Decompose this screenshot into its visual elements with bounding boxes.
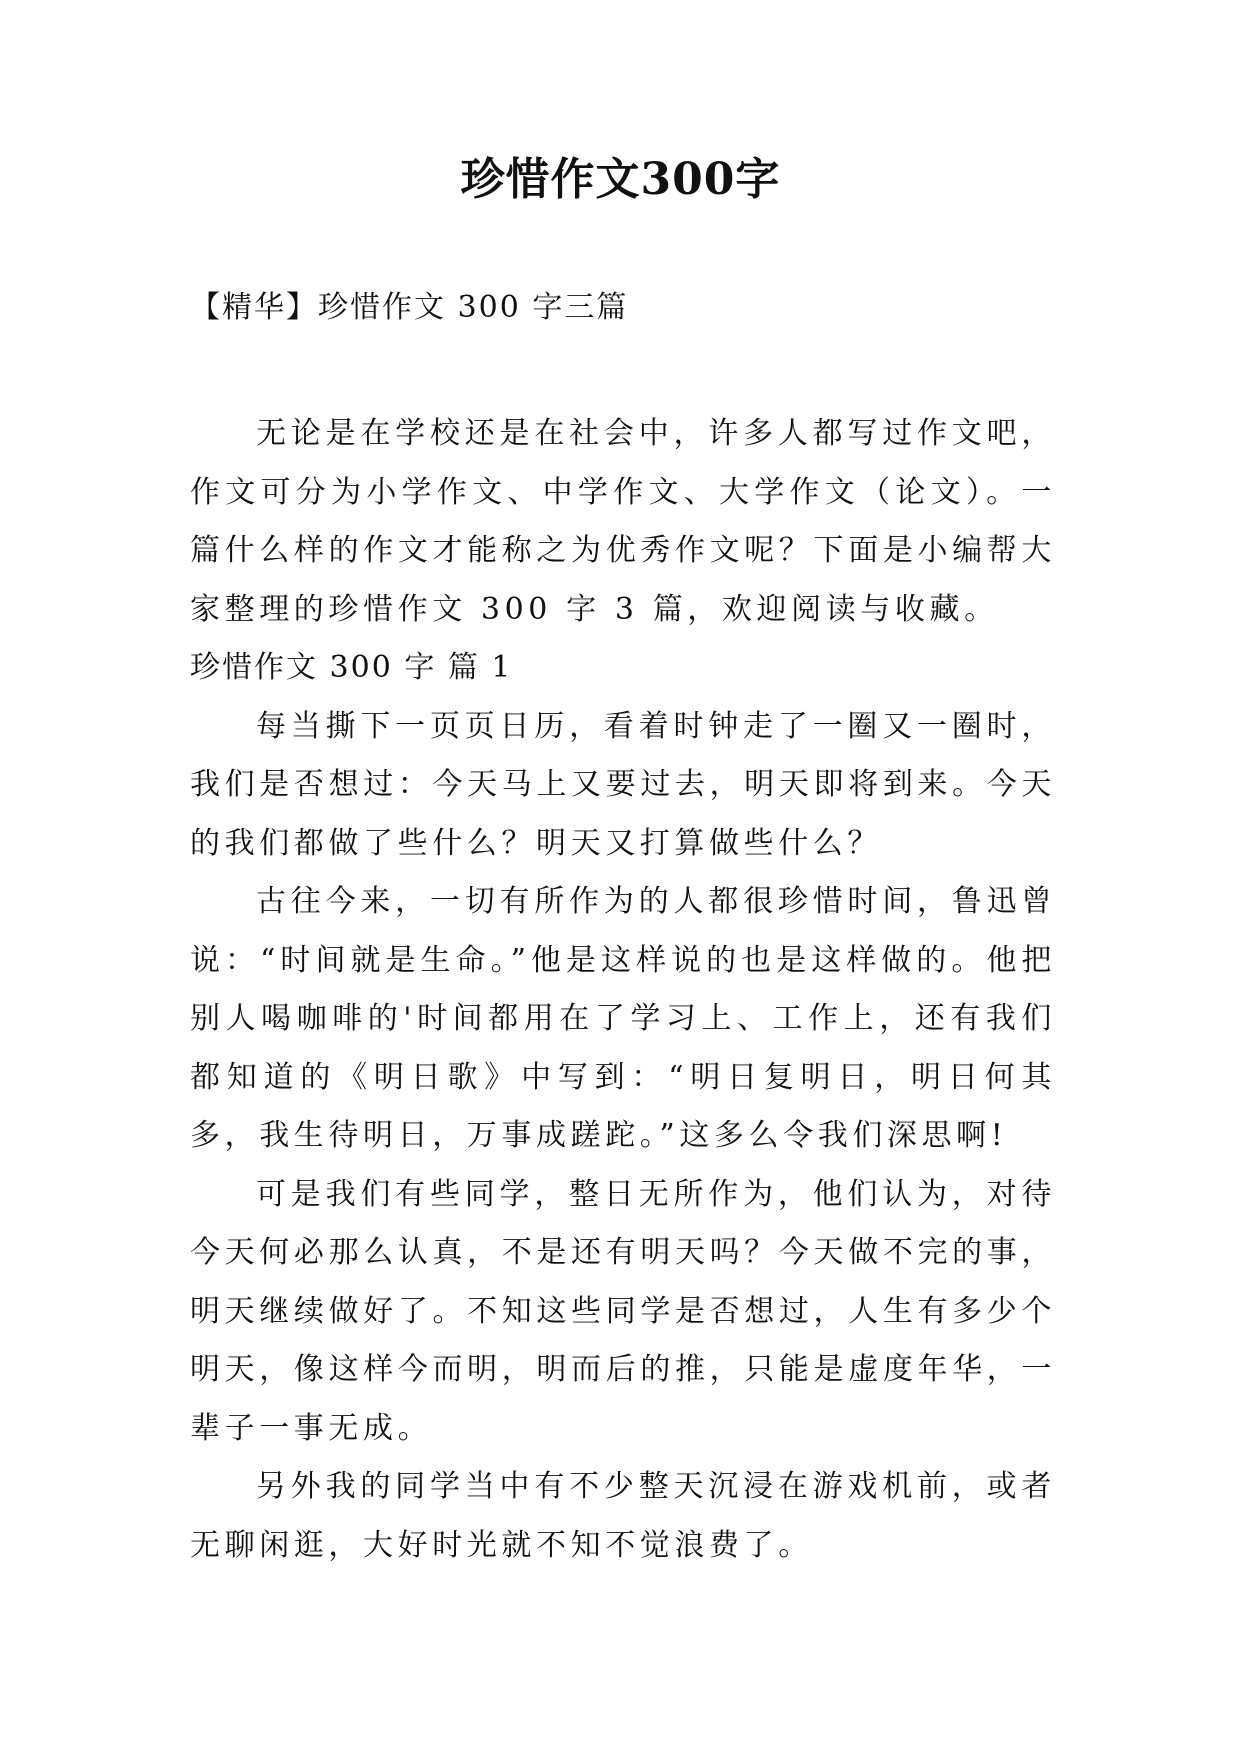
section-heading: 珍惜作文 300 字 篇 1 xyxy=(190,650,513,685)
body-paragraph: 另外我的同学当中有不少整天沉浸在游戏机前，或者无聊闲逛，大好时光就不知不觉浪费了。 xyxy=(190,1469,1056,1563)
document-body xyxy=(190,405,1056,1575)
body-paragraph: 每当撕下一页页日历，看着时钟走了一圈又一圈时，我们是否想过：今天马上又要过去，明天即将到来。今天的我们都做了些什么？明天又打算做些什么？ xyxy=(190,708,1056,861)
body-paragraph: 古往今来，一切有所作为的人都很珍惜时间，鲁迅曾说：“时间就是生命。”他是这样说的也是这样做的。他把别人喝咖啡的'时间都用在了学习上、工作上，还有我们都知道的《明日歌》中写到：“明日复明日，明日何其多，我生待明日，万事成蹉跎。”这多么令我们深思啊! xyxy=(190,884,1056,1153)
intro-paragraph: 无论是在学校还是在社会中，许多人都写过作文吧，作文可分为小学作文、中学作文、大学作文（论文）。一篇什么样的作文才能称之为优秀作文呢？下面是小编帮大家整理的珍惜作文 300 字 3 篇，欢迎阅读与收藏。 xyxy=(190,416,1056,627)
document-title: 珍惜作文300字 xyxy=(460,154,781,205)
body-paragraph: 可是我们有些同学，整日无所作为，他们认为，对待今天何必那么认真，不是还有明天吗？今天做不完的事，明天继续做好了。不知这些同学是否想过，人生有多少个明天，像这样今而明，明而后的推，只能是虚度年华，一辈子一事无成。 xyxy=(190,1176,1056,1446)
document-subtitle: 【精华】珍惜作文 300 字三篇 xyxy=(190,290,629,325)
